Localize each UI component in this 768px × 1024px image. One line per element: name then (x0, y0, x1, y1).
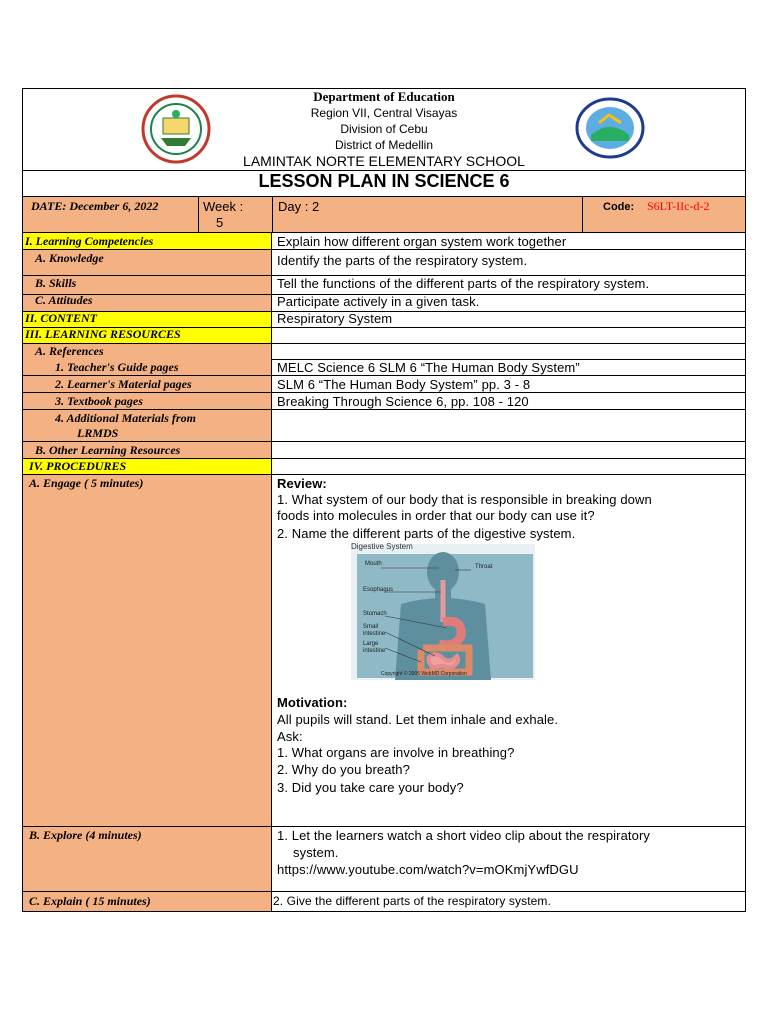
references-label: A. References (35, 344, 104, 358)
lesson-plan-frame (22, 88, 746, 912)
textbook-label: 3. Textbook pages (55, 394, 143, 408)
teachers-guide-label: 1. Teacher's Guide pages (55, 360, 179, 374)
knowledge-label: A. Knowledge (35, 251, 104, 265)
explore-label: B. Explore (4 minutes) (29, 828, 142, 842)
figure-label-large-2: intestine (363, 648, 386, 654)
lesson-date: DATE: December 6, 2022 (31, 199, 159, 213)
review-title: Review: (277, 476, 327, 491)
learners-material-label: 2. Learner's Material pages (55, 377, 192, 391)
competencies-value: Explain how different organ system work together (277, 234, 567, 249)
review-question-1b: foods into molecules in order that our body can use it? (277, 508, 595, 523)
figure-label-stomach: Stomach (363, 611, 387, 617)
teachers-guide-value: MELC Science 6 SLM 6 “The Human Body System” (277, 360, 580, 375)
motivation-question-3: 3. Did you take care your body? (277, 780, 464, 795)
figure-copyright: Copyright © 2005 WebMD Corporation (381, 671, 467, 677)
procedures-label: IV. PROCEDURES (29, 459, 127, 473)
attitudes-label: C. Attitudes (35, 293, 93, 307)
competencies-label: I. Learning Competencies (25, 234, 154, 248)
attitudes-value: Participate actively in a given task. (277, 294, 480, 309)
motivation-title: Motivation: (277, 695, 348, 710)
skills-label: B. Skills (35, 276, 77, 290)
additional-materials-label: 4. Additional Materials from (55, 411, 196, 425)
figure-label-large-intestine (363, 641, 385, 655)
figure-label-throat: Throat (475, 564, 493, 570)
resources-label: III. LEARNING RESOURCES (25, 327, 181, 341)
explore-line-1: 1. Let the learners watch a short video clip about the respiratory (277, 828, 650, 843)
week-label: Week : (203, 199, 244, 214)
explore-line-2: system. (293, 845, 339, 860)
textbook-value: Breaking Through Science 6, pp. 108 - 120 (277, 394, 529, 409)
day-value: Day : 2 (278, 199, 320, 214)
motivation-question-1: 1. What organs are involve in breathing? (277, 745, 515, 760)
code-label: Code: (603, 201, 635, 213)
content-value: Respiratory System (277, 311, 393, 326)
review-question-1a: 1. What system of our body that is responsible in breaking down (277, 492, 652, 507)
explain-label: C. Explain ( 15 minutes) (29, 894, 151, 908)
figure-label-esophagus: Esophagus (363, 587, 394, 593)
department-name: Department of Education (313, 89, 455, 104)
week-value: 5 (216, 215, 224, 230)
motivation-question-2: 2. Why do you breath? (277, 762, 410, 777)
code-value: S6LT-IIc-d-2 (647, 199, 710, 213)
figure-title: Digestive System (351, 542, 413, 551)
ask-label: Ask: (277, 729, 303, 744)
figure-label-small-2: intestine (363, 631, 386, 637)
figure-label-small-1: Small (363, 624, 379, 630)
district-name: District of Medellin (334, 138, 434, 152)
region-name: Region VII, Central Visayas (310, 106, 458, 120)
skills-value: Tell the functions of the different parts of the respiratory system. (277, 276, 650, 291)
figure-label-mouth: Mouth (365, 561, 382, 567)
figure-label-small-intestine (363, 624, 385, 638)
engage-label: A. Engage ( 5 minutes) (29, 476, 144, 490)
division-name: Division of Cebu (340, 122, 428, 136)
figure-label-large-1: Large (363, 641, 379, 647)
page-title: LESSON PLAN IN SCIENCE 6 (258, 171, 510, 191)
engage-label-cell (23, 475, 271, 826)
motivation-text: All pupils will stand. Let them inhale and exhale. (277, 712, 559, 727)
learners-material-value: SLM 6 “The Human Body System” pp. 3 - 8 (277, 377, 531, 392)
review-question-2: 2. Name the different parts of the digestive system. (277, 526, 576, 541)
school-name: LAMINTAK NORTE ELEMENTARY SCHOOL (243, 153, 525, 169)
explain-value: 2. Give the different parts of the respiratory system. (273, 894, 551, 908)
explore-video-link[interactable]: https://www.youtube.com/watch?v=mOKmjYwfDGU (277, 862, 579, 877)
knowledge-value: Identify the parts of the respiratory system. (277, 253, 528, 268)
other-resources-label: B. Other Learning Resources (35, 443, 181, 457)
content-label: II. CONTENT (25, 311, 98, 325)
additional-materials-label-2: LRMDS (77, 426, 119, 440)
digestive-system-figure (351, 544, 535, 680)
